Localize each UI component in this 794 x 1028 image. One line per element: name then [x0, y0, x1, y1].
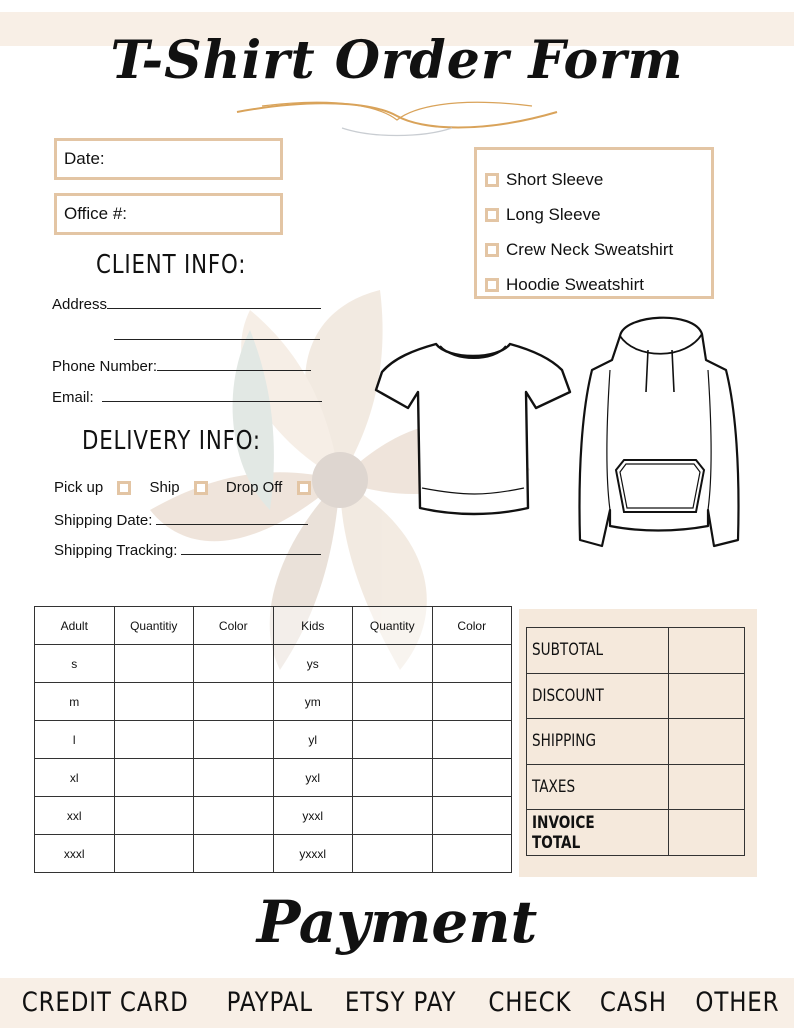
checkbox[interactable]: [485, 208, 499, 222]
table-header: Quantitiy: [114, 607, 194, 645]
payment-method-check[interactable]: CHECK: [488, 986, 572, 1018]
dropoff-label: Drop Off: [225, 479, 283, 496]
checkbox[interactable]: [485, 243, 499, 257]
color-cell[interactable]: [432, 835, 512, 873]
ship-label: Ship: [149, 479, 180, 496]
quantity-cell[interactable]: [114, 835, 194, 873]
totals-row: [527, 673, 745, 719]
color-cell[interactable]: [432, 645, 512, 683]
payment-methods: [0, 982, 794, 1022]
decorative-swash: [232, 98, 562, 138]
table-row: [35, 721, 512, 759]
email-label: Email:: [52, 389, 94, 406]
adult-size-cell: xxl: [35, 797, 115, 835]
kids-size-cell: ys: [273, 645, 353, 683]
payment-heading: Payment: [256, 888, 538, 956]
quantity-cell[interactable]: [353, 835, 433, 873]
shipping-value-cell[interactable]: [669, 719, 745, 765]
ship-checkbox[interactable]: [194, 481, 208, 495]
pickup-checkbox[interactable]: [117, 481, 131, 495]
page-title: T-Shirt Order Form: [110, 30, 684, 91]
adult-size-cell: s: [35, 645, 115, 683]
quantity-cell[interactable]: [114, 645, 194, 683]
totals-row: [527, 764, 745, 810]
table-header: Adult: [35, 607, 115, 645]
quantity-cell[interactable]: [353, 645, 433, 683]
phone-field[interactable]: [52, 357, 311, 375]
address-field[interactable]: [52, 295, 321, 313]
table-row: [35, 683, 512, 721]
sleeve-option-short[interactable]: [485, 162, 711, 197]
pickup-label: Pick up: [54, 479, 104, 496]
office-label: Office #:: [64, 204, 127, 223]
payment-method-credit-card[interactable]: CREDIT CARD: [22, 986, 190, 1018]
color-cell[interactable]: [432, 683, 512, 721]
subtotal-value-cell[interactable]: [669, 628, 745, 674]
invoice-total-value-cell[interactable]: [669, 810, 745, 856]
payment-method-other[interactable]: OTHER: [695, 986, 780, 1018]
totals-row: [527, 719, 745, 765]
color-cell[interactable]: [194, 759, 274, 797]
quantity-cell[interactable]: [353, 759, 433, 797]
date-field[interactable]: [54, 138, 283, 180]
table-row: [35, 835, 512, 873]
size-quantity-table: [34, 606, 512, 873]
color-cell[interactable]: [194, 683, 274, 721]
quantity-cell[interactable]: [353, 683, 433, 721]
shipping-date-label: Shipping Date:: [54, 512, 153, 529]
discount-label: DISCOUNT: [527, 673, 669, 719]
sleeve-option-label: Long Sleeve: [506, 204, 601, 224]
sleeve-option-long[interactable]: [485, 197, 711, 232]
sleeve-option-hoodie[interactable]: [485, 267, 711, 302]
adult-size-cell: l: [35, 721, 115, 759]
delivery-method-row: [54, 479, 311, 496]
quantity-cell[interactable]: [114, 759, 194, 797]
address-line-2[interactable]: [114, 326, 320, 344]
table-header-row: [35, 607, 512, 645]
date-label: Date:: [64, 149, 105, 168]
color-cell[interactable]: [432, 759, 512, 797]
kids-size-cell: yxxl: [273, 797, 353, 835]
kids-size-cell: ym: [273, 683, 353, 721]
sleeve-option-label: Hoodie Sweatshirt: [506, 274, 644, 294]
adult-size-cell: m: [35, 683, 115, 721]
color-cell[interactable]: [432, 797, 512, 835]
discount-value-cell[interactable]: [669, 673, 745, 719]
shipping-label: SHIPPING: [527, 719, 669, 765]
kids-size-cell: yxxxl: [273, 835, 353, 873]
sleeve-option-label: Short Sleeve: [506, 169, 604, 189]
client-info-heading: CLIENT INFO:: [96, 250, 247, 280]
office-field[interactable]: [54, 193, 283, 235]
totals-table: [526, 627, 745, 856]
table-row: [35, 797, 512, 835]
payment-method-paypal[interactable]: PAYPAL: [226, 986, 313, 1018]
table-row: [35, 645, 512, 683]
table-header: Quantity: [353, 607, 433, 645]
quantity-cell[interactable]: [353, 797, 433, 835]
color-cell[interactable]: [194, 721, 274, 759]
kids-size-cell: yxl: [273, 759, 353, 797]
quantity-cell[interactable]: [114, 683, 194, 721]
sleeve-options-box: [474, 147, 714, 299]
payment-method-cash[interactable]: CASH: [599, 986, 667, 1018]
subtotal-label: SUBTOTAL: [527, 628, 669, 674]
taxes-label: TAXES: [527, 764, 669, 810]
invoice-total-label: INVOICE TOTAL: [527, 810, 669, 856]
sleeve-option-crew[interactable]: [485, 232, 711, 267]
sleeve-option-label: Crew Neck Sweatshirt: [506, 239, 674, 259]
address-label: Address: [52, 296, 108, 313]
table-row: [35, 759, 512, 797]
color-cell[interactable]: [194, 645, 274, 683]
quantity-cell[interactable]: [353, 721, 433, 759]
payment-method-etsy-pay[interactable]: ETSY PAY: [344, 986, 457, 1018]
kids-size-cell: yl: [273, 721, 353, 759]
checkbox[interactable]: [485, 278, 499, 292]
shipping-tracking-field[interactable]: [54, 541, 321, 559]
totals-row: [527, 810, 745, 856]
totals-row: [527, 628, 745, 674]
taxes-value-cell[interactable]: [669, 764, 745, 810]
quantity-cell[interactable]: [114, 797, 194, 835]
table-header: Color: [194, 607, 274, 645]
tshirt-icon: [374, 338, 574, 522]
checkbox[interactable]: [485, 173, 499, 187]
table-header: Kids: [273, 607, 353, 645]
table-header: Color: [432, 607, 512, 645]
color-cell[interactable]: [432, 721, 512, 759]
shipping-date-field[interactable]: [54, 511, 308, 529]
adult-size-cell: xl: [35, 759, 115, 797]
color-cell[interactable]: [194, 835, 274, 873]
quantity-cell[interactable]: [114, 721, 194, 759]
hoodie-icon: [576, 310, 742, 552]
color-cell[interactable]: [194, 797, 274, 835]
phone-label: Phone Number:: [52, 358, 158, 375]
adult-size-cell: xxxl: [35, 835, 115, 873]
dropoff-checkbox[interactable]: [297, 481, 311, 495]
delivery-info-heading: DELIVERY INFO:: [82, 426, 261, 456]
shipping-tracking-label: Shipping Tracking:: [54, 542, 178, 559]
email-field[interactable]: [52, 388, 322, 406]
